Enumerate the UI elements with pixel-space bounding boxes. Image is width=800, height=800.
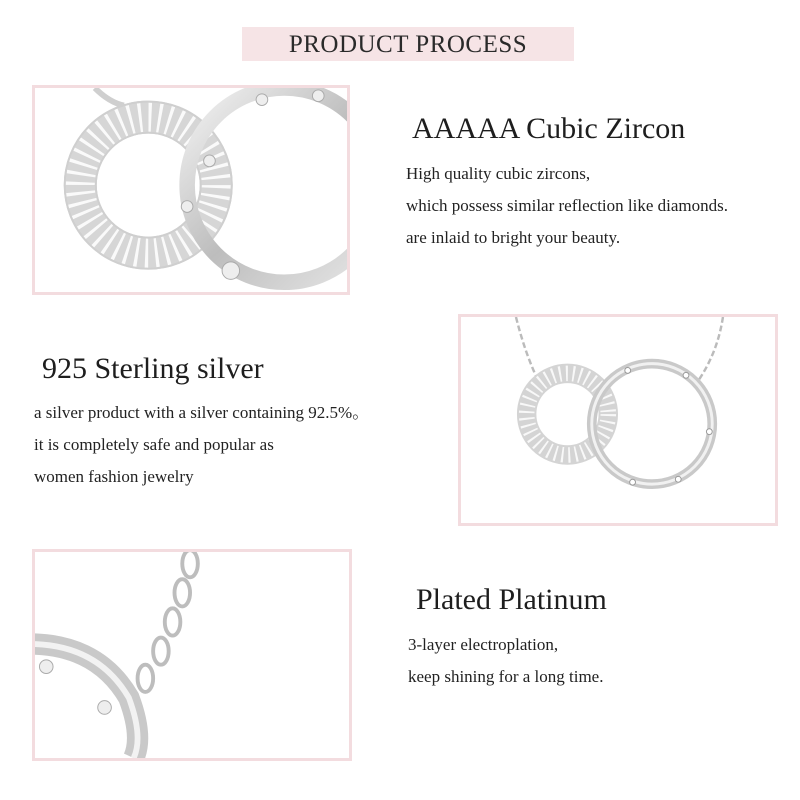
silver-description [34, 397, 369, 493]
necklace-image [458, 314, 778, 526]
platinum-line-2: keep shining for a long time. [408, 667, 604, 686]
zircon-line-3: are inlaid to bright your beauty. [406, 228, 621, 247]
silver-line-1: a silver product with a silver containing 92.5%。 [34, 403, 370, 422]
zircon-line-1: High quality cubic zircons, [406, 164, 591, 183]
platinum-closeup-image [32, 549, 352, 761]
zircon-heading: AAAAA Cubic Zircon [412, 112, 686, 145]
silver-line-2: it is completely safe and popular as [34, 435, 274, 454]
chain-and-ring-closeup-illustration [35, 552, 349, 758]
page-title: PRODUCT PROCESS [288, 31, 528, 58]
interlocked-rings-closeup-illustration [35, 88, 347, 292]
silver-line-3: women fashion jewelry [34, 467, 194, 486]
zircon-line-2: which possess similar reflection like diamonds. [406, 196, 728, 215]
platinum-line-1: 3-layer electroplation, [408, 635, 559, 654]
platinum-description [408, 629, 603, 693]
zircon-closeup-image [32, 85, 350, 295]
silver-heading: 925 Sterling silver [42, 352, 264, 385]
zircon-description [406, 158, 728, 254]
platinum-heading: Plated Platinum [416, 583, 607, 616]
necklace-pendant-illustration [461, 317, 775, 523]
